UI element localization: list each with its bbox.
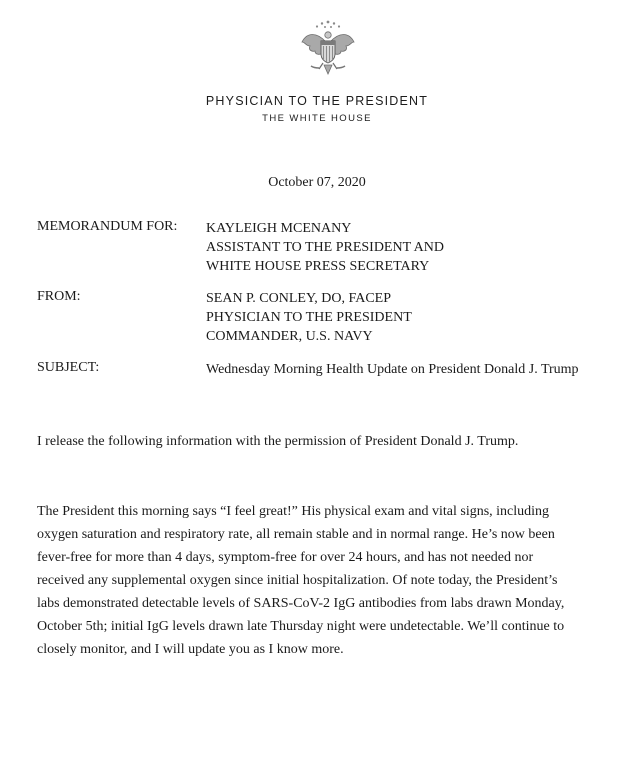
letterhead-subtitle: THE WHITE HOUSE bbox=[262, 113, 372, 124]
intro-paragraph: I release the following information with the permission of President Donald J. Trump. bbox=[37, 434, 519, 449]
presidential-seal-icon bbox=[297, 18, 359, 80]
memo-from-line: SEAN P. CONLEY, DO, FACEP bbox=[206, 291, 392, 306]
paragraph-line: fever-free for more than 4 days, symptom-free for over 24 hours, and has not needed nor bbox=[37, 550, 534, 565]
health-update-paragraph bbox=[37, 500, 564, 661]
memo-from-sender bbox=[206, 289, 412, 346]
memo-from-label: FROM: bbox=[37, 289, 81, 304]
letterhead-title: PHYSICIAN TO THE PRESIDENT bbox=[205, 94, 429, 108]
memo-for-line: ASSISTANT TO THE PRESIDENT AND bbox=[206, 240, 444, 255]
memo-for-line: WHITE HOUSE PRESS SECRETARY bbox=[206, 259, 430, 274]
paragraph-line: labs demonstrated detectable levels of SARS-CoV-2 IgG antibodies from labs drawn Monday, bbox=[37, 596, 565, 611]
paragraph-line: October 5th; initial IgG levels drawn late Thursday night were undetectable. We’ll continue to bbox=[37, 619, 565, 634]
paragraph-line: received any supplemental oxygen since initial hospitalization. Of note today, the President’s bbox=[37, 573, 558, 588]
memo-for-label: MEMORANDUM FOR: bbox=[37, 219, 178, 234]
memo-from-line: COMMANDER, U.S. NAVY bbox=[206, 329, 373, 344]
memo-subject-label: SUBJECT: bbox=[37, 360, 100, 375]
paragraph-line: closely monitor, and I will update you as I know more. bbox=[37, 642, 344, 657]
paragraph-line: The President this morning says “I feel great!” His physical exam and vital signs, including bbox=[37, 504, 550, 519]
memo-for-recipient bbox=[206, 219, 444, 276]
memo-from-line: PHYSICIAN TO THE PRESIDENT bbox=[206, 310, 412, 325]
paragraph-line: oxygen saturation and respiratory rate, all remain stable and in normal range. He’s now been bbox=[37, 527, 555, 542]
memo-date: October 07, 2020 bbox=[268, 175, 366, 190]
memo-subject: Wednesday Morning Health Update on President Donald J. Trump bbox=[206, 362, 579, 377]
memo-for-line: KAYLEIGH MCENANY bbox=[206, 221, 352, 236]
